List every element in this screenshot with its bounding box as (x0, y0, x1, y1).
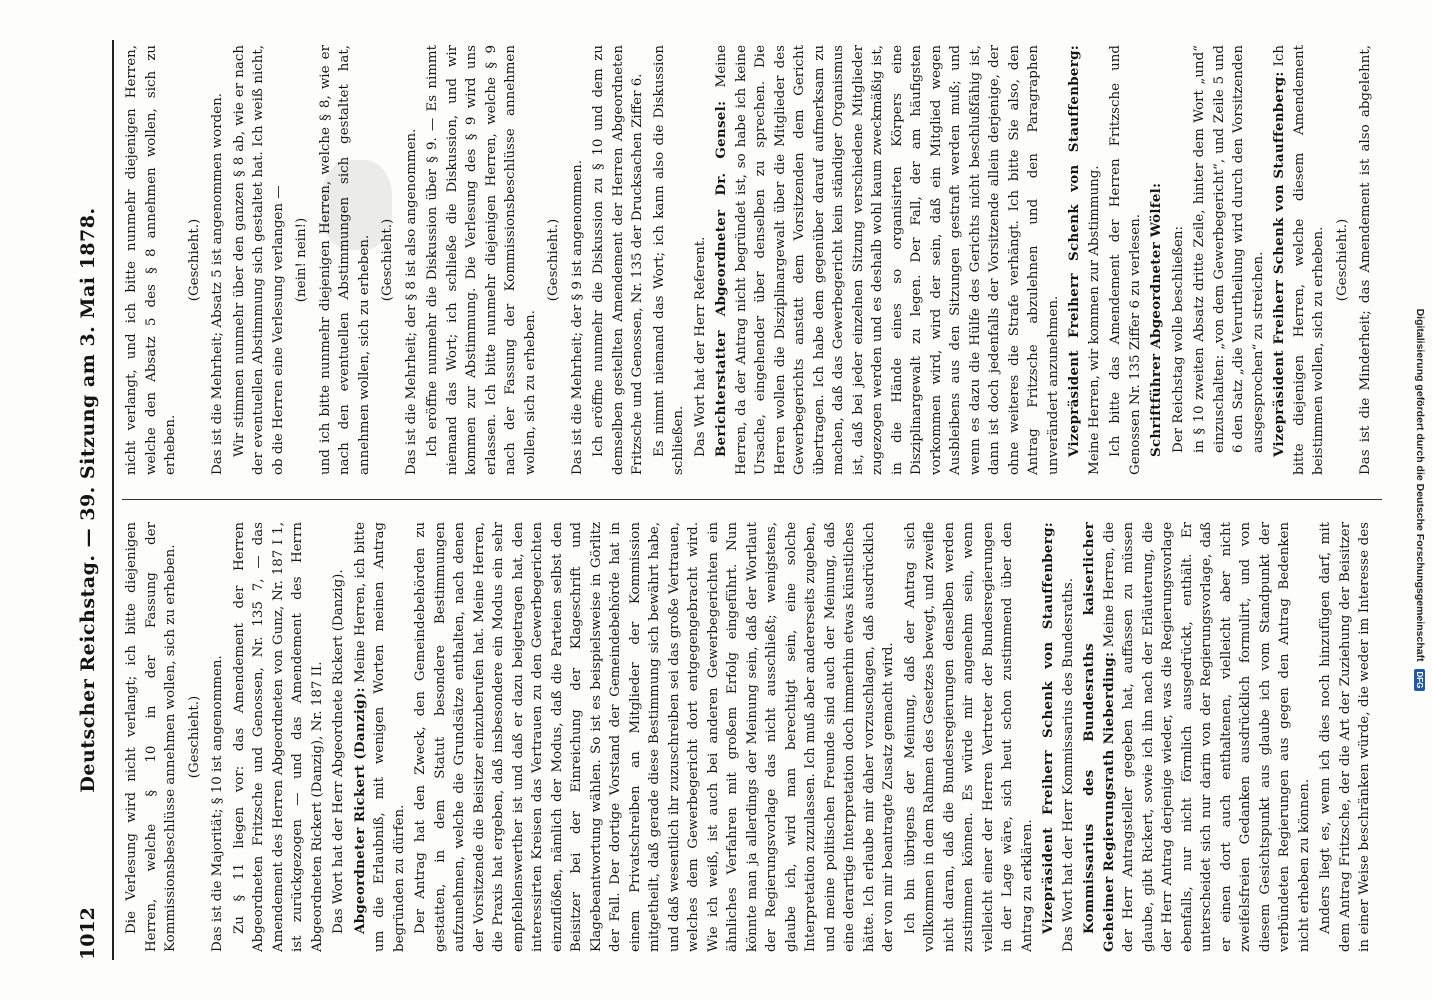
dfg-logo: DFG (1414, 669, 1425, 692)
speech-paragraph (351, 522, 410, 952)
text-paragraph: Ich bitte das Amendement der Herren Fritzsche und Genossen Nr. 135 Ziffer 6 zu verlesen. (1108, 45, 1143, 475)
stage-direction: (Geschieht.) (186, 218, 202, 302)
text-paragraph: Das ist die Mehrheit; der § 9 ist angenommen. (569, 160, 585, 475)
text-paragraph: Ich eröffne nunmehr die Diskussion zu § 10 und dem zu demselben gestellten Amendement der Herren Abgeordneten Fritzsche und Genossen, Nr. 135 der Drucksachen Ziffer 6. (591, 45, 645, 475)
quoted-motion: in § 10 zweiten Absatz dritte Zeile, hinter dem Wort „und“ einzuschalten: „von dem Gewerbegericht“, und Zeile 5 und 6 den Satz „die Verurtheilung wird durch den Vorsitzenden ausgesprochen“ zu streichen. (1192, 45, 1266, 453)
speech-paragraph (712, 45, 1063, 475)
stage-direction: (Geschieht.) (1334, 218, 1350, 302)
speech-text: Das Wort hat der Herr Kommissarius des Bundesraths. (1060, 577, 1076, 952)
text-paragraph: Es nimmt niemand das Wort; ich kann also die Diskussion schließen. (651, 45, 686, 475)
speech-text: Meine Herren, wir kommen zur Abstimmung. (1086, 165, 1102, 475)
text-paragraph: Das ist die Mehrheit; Absatz 5 ist angenommen worden. (210, 93, 225, 475)
speaker-name: Vizepräsident Freiherr Schenk von Stauffenberg: (1271, 71, 1287, 457)
stage-direction: (Geschieht.) (380, 218, 395, 302)
text-paragraph: Das Wort hat der Herr Abgeordnete Rickert (Danzig). (331, 569, 346, 934)
text-paragraph: und ich bitte nunmehr diejenigen Herren, welche § 8, wie er nach den eventuellen Abstimmungen sich gestaltet hat, annehmen wollen, sich zu erheben. (317, 45, 372, 475)
text-paragraph: Die Verlesung wird nicht verlangt; ich bitte diejenigen Herren, welche § 10 in der Fassung der Kommissionsbeschlüsse annehmen wollen, sich zu erheben. (124, 522, 178, 952)
speech-text: Meine Herren, da der Antrag nicht begründet ist, so habe ich keine Ursache, eingehender über denselben zu sprechen. Die Herren wollen die Disziplinargewalt über die Mitglieder des Gewerbegerichts anstatt dem Vorsitzenden dem Gericht übertragen. Ich habe dem gegenüber darauf aufmerksam zu machen, daß das Gewerbegericht kein ständiger Organismus ist, daß bei jeder einzelnen Sitzung verschiedene Mitglieder zugezogen werden und es deshalb wohl kaum zweckmäßig ist, in die Hände eines so organisirten Körpers eine Disziplinargewalt zu legen. Der Fall, der am häufigsten vorkommen wird, wird der sein, daß ein Mitglied wegen Ausbleibens aus den Sitzungen gestraft werden muß; und wenn es dazu die Hülfe des Gerichts nicht beschlußfähig ist, dann ist doch jedenfalls der Vorsitzende allein derjenige, der ohne weiteres die Strafe verhängt. Ich bitte Sie also, den Antrag Fritzsche abzulehnen und den Paragraphen unverändert anzunehmen. (714, 45, 1061, 475)
left-column (122, 45, 1377, 475)
text-paragraph: Wir stimmen nunmehr über den ganzen § 8 ab, wie er nach der eventuellen Abstimmung sich gestaltet hat. Ich weiß nicht, ob die Herren eine Verlesung verlangen — (231, 45, 286, 475)
speaker-name: Vizepräsident Freiherr Schenk von Stauffenberg: (1040, 522, 1056, 934)
speech-text: Ich bitte diejenigen Herren, welche diesem Amendement beistimmen wollen, sich zu erheben. (1272, 45, 1326, 475)
speech-text: Meine Herren, ich bitte um die Erlaubniß, mit wenigen Worten meinen Antrag begründen zu dürfen. (352, 522, 407, 952)
quoted-motion: Der Reichstag wolle beschließen: (1170, 225, 1186, 453)
digitization-footer (1406, 0, 1426, 1000)
speech-paragraph (1080, 522, 1314, 952)
speaker-name: Abgeordneter Rickert (Danzig): (351, 687, 368, 934)
text-paragraph: Das Wort hat der Herr Referent. (692, 236, 708, 457)
running-title: Deutscher Reichstag. — 39. Sitzung am 3. Mai 1878. (77, 207, 99, 793)
stage-direction: (nein! nein!) (294, 217, 309, 303)
text-paragraph: Das ist die Majorität; § 10 ist angenommen. (210, 655, 225, 952)
text-paragraph: Ich eröffne nunmehr die Diskussion über § 9. — Es nimmt niemand das Wort; ich schließe die Diskussion, und wir kommen zur Abstimmung. Die Verlesung des § 9 wird uns erlassen. Ich bitte nunmehr diejenigen Herren, welche § 9 nach der Fassung der Kommissionsbeschlüsse annehmen wollen, sich zu erheben. (425, 45, 538, 475)
page-number: 1012 (77, 907, 99, 960)
right-column (122, 522, 1377, 952)
stage-direction: (Geschieht.) (546, 218, 561, 302)
speaker-name: Kommissarius des Bundesraths kaiserlicher Geheimer Regierungsrath Nieberding: (1081, 522, 1117, 952)
speech-paragraph (1147, 45, 1167, 475)
text-paragraph: Das ist die Mehrheit; der § 8 ist also angenommen. (403, 128, 419, 475)
stage-direction: (Geschieht.) (186, 695, 202, 779)
speech-text: Meine Herren, die der Herr Antragsteller gegeben hat, auffassen zu müssen glaube, gibt Rickert, sowie ich ihn nach der Erläuterung, die der Herr Antrag derjenige wieder, was die Regierungsvorlage ebenfalls, nur nicht förmlich ausgedrückt, enthält. Er unterscheidet sich nur darin von der Regierungsvorlage, daß er einen dort auch enthaltenen, vielleicht aber nicht zweifelsfreien Gedanken ausdrücklich formulirt, und von diesem Gesichtspunkt aus glaube ich vom Standpunkt der verbündeten Regierungen aus gegen den Antrag Bedenken nicht erheben zu können. (1101, 522, 1312, 952)
speech-paragraph (1270, 45, 1329, 475)
text-paragraph: nicht verlangt, und ich bitte nunmehr diejenigen Herren, welche den Absatz 5 des § 8 annehmen wollen, sich zu erheben. (124, 45, 178, 475)
text-paragraph: Zu § 11 liegen vor: das Amendement der Herren Abgeordneten Fritzsche und Genossen, Nr. 135 7, — das Amendement des Herren Abgeordneten von Gunz, Nr. 187 I 1, ist zurückgezogen — und das Amendement des Herrn Abgeordneten Rickert (Danzig), Nr. 187 II. (231, 522, 325, 952)
text-paragraph: Das ist die Minderheit; das Amendement ist also abgelehnt, (1358, 45, 1373, 475)
speech-paragraph (1039, 522, 1078, 952)
speaker-name: Schriftführer Abgeordneter Wölfel: (1148, 182, 1164, 457)
page-header (67, 40, 107, 960)
header-rule (112, 40, 114, 960)
text-paragraph: Der Antrag hat den Zweck, den Gemeindebehörden zu gestatten, in dem Statut besondere Bestimmungen aufzunehmen, welche die Grundsätze enthalten, nach denen der Vorsitzende die Beisitzer einzuberufen hat. Meine Herren, die Praxis hat ergeben, daß insbesondere ein Modus ein sehr empfehlenswerther ist und daß er dazu beigetragen hat, den interessirten Kreisen das Vertrauen zu den Gewerbegerichten einzuflößen, nämlich der Modus, daß die Parteien selbst den Beisitzer bei der Einreichung der Klageschrift und Klagebeantwortung wählen. So ist es beispielsweise in Görlitz der Fall. Der dortige Vorstand der Gemeindebehörde hat in einem Privatschreiben an Mitglieder der Kommission mitgetheilt, daß gerade diese Bestimmung sich bewährt habe, und daß wesentlich ihr zuzuschreiben sei das große Vertrauen, welches dem Gewerbegericht dort entgegengebracht wird. Wie ich weiß, ist auch bei anderen Gewerbegerichten ein ähnliches Verfahren mit großem Erfolg eingeführt. Nun könnte man ja allerdings der Meinung sein, daß der Wortlaut der Regierungsvorlage das nicht ausschließt; wenigstens, glaube ich, wird man berechtigt sein, eine solche Interpretation zuzulassen. Ich muß aber andererseits zugeben, und meine politischen Freunde sind auch der Meinung, daß eine derartige Interpretation doch immerhin etwas künstliches hätte. Ich erlaube mir daher vorzuschlagen, daß ausdrücklich der von mir beantragte Zusatz gemacht wird. (413, 522, 896, 952)
digitization-note: Digitalisierung gefördert durch die Deutsche Forschungsgemeinschaft (1414, 308, 1426, 662)
speaker-name: Berichterstatter Abgeordneter Dr. Gensel: (713, 100, 729, 457)
speech-paragraph (1065, 45, 1104, 475)
speaker-name: Vizepräsident Freiherr Schenk von Stauffenberg: (1066, 45, 1082, 457)
column-separator (122, 499, 1382, 500)
text-paragraph: Anders liegt es, wenn ich dies noch hinzufügen darf, mit dem Antrag Fritzsche, der die Art der Zuziehung der Beisitzer in einer Weise beschränken würde, die weder im Interesse des (1318, 522, 1372, 952)
text-paragraph: Ich bin übrigens der Meinung, daß der Antrag sich vollkommen in dem Rahmen des Gesetzes bewegt, und zweifle nicht daran, daß die Bundesregierungen denselben werden zustimmen können. Es würde mir angenehm sein, wenn vielleicht einer der Herren Vertreter der Bundesregierungen in der Lage wäre, sich heut schon zustimmend über den Antrag zu erklären. (902, 522, 1035, 952)
